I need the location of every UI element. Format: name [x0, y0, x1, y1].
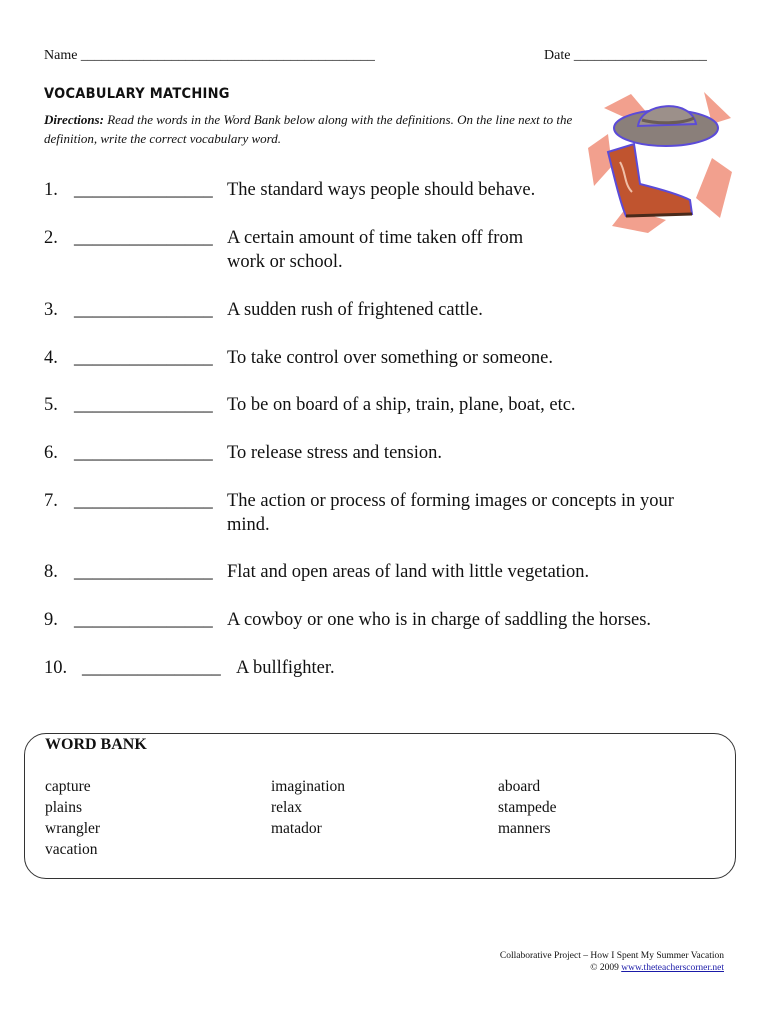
word-bank-word: vacation [45, 841, 98, 858]
cowboy-hat-and-boot-icon [586, 88, 736, 233]
word-bank-column-3 [498, 776, 557, 839]
date-line[interactable]: Date ___________________ [544, 48, 707, 63]
answer-blank[interactable]: _______________ [74, 491, 213, 511]
item-definition: The action or process of forming images or concepts in your [227, 491, 674, 511]
word-bank-word: imagination [271, 778, 346, 795]
item-number: 5. [44, 395, 58, 415]
item-definition: The standard ways people should behave. [227, 180, 536, 200]
item-number: 7. [44, 491, 58, 511]
item-definition-continued: mind. [227, 515, 270, 535]
directions [44, 110, 584, 148]
word-bank [24, 733, 736, 879]
answer-blank[interactable]: _______________ [74, 228, 213, 248]
item-number: 10. [44, 658, 68, 678]
item-number: 8. [44, 562, 58, 582]
word-bank-word: matador [271, 820, 322, 837]
word-bank-column-2 [271, 776, 345, 839]
footer-copyright: © 2009 [590, 963, 622, 973]
word-bank-word: stampede [498, 799, 557, 816]
directions-text: Read the words in the Word Bank below along with the definitions. On the line next to the definition, write the correct vocabulary word. [44, 112, 573, 146]
item-definition: A certain amount of time taken off from [227, 228, 524, 248]
answer-blank[interactable]: _______________ [74, 610, 213, 630]
footer-link[interactable]: www.theteacherscorner.net [621, 963, 724, 973]
word-bank-word: manners [498, 820, 551, 837]
item-definition: A cowboy or one who is in charge of saddling the horses. [227, 610, 652, 630]
item-definition: To release stress and tension. [227, 443, 442, 463]
name-line[interactable]: Name __________________________________________ [44, 48, 375, 63]
item-number: 4. [44, 348, 58, 368]
answer-blank[interactable]: _______________ [82, 658, 221, 678]
item-number: 3. [44, 300, 58, 320]
answer-blank[interactable]: _______________ [74, 348, 213, 368]
item-number: 1. [44, 180, 58, 200]
footer [500, 950, 724, 974]
directions-label: Directions: [44, 112, 104, 127]
word-bank-column-1 [45, 776, 100, 860]
item-definition: A bullfighter. [236, 658, 335, 678]
answer-blank[interactable]: _______________ [74, 395, 213, 415]
answer-blank[interactable]: _______________ [74, 300, 213, 320]
word-bank-word: capture [45, 778, 91, 795]
footer-project: Collaborative Project – How I Spent My Summer Vacation [499, 951, 724, 961]
item-number: 9. [44, 610, 58, 630]
item-definition: To take control over something or someone. [227, 348, 553, 368]
item-number: 6. [44, 443, 58, 463]
word-bank-word: plains [45, 799, 83, 816]
word-bank-word: aboard [498, 778, 541, 795]
answer-blank[interactable]: _______________ [74, 180, 213, 200]
item-definition: A sudden rush of frightened cattle. [227, 300, 483, 320]
word-bank-word: wrangler [45, 820, 101, 837]
item-number: 2. [44, 228, 58, 248]
item-definition: To be on board of a ship, train, plane, boat, etc. [227, 395, 576, 415]
answer-blank[interactable]: _______________ [74, 562, 213, 582]
worksheet-title: VOCABULARY MATCHING [44, 86, 230, 102]
answer-blank[interactable]: _______________ [74, 443, 213, 463]
word-bank-title: WORD BANK [45, 736, 147, 753]
item-definition: Flat and open areas of land with little vegetation. [227, 562, 590, 582]
footer-copyright-line [500, 962, 724, 974]
word-bank-word: relax [271, 799, 302, 816]
item-definition-continued: work or school. [227, 252, 343, 272]
